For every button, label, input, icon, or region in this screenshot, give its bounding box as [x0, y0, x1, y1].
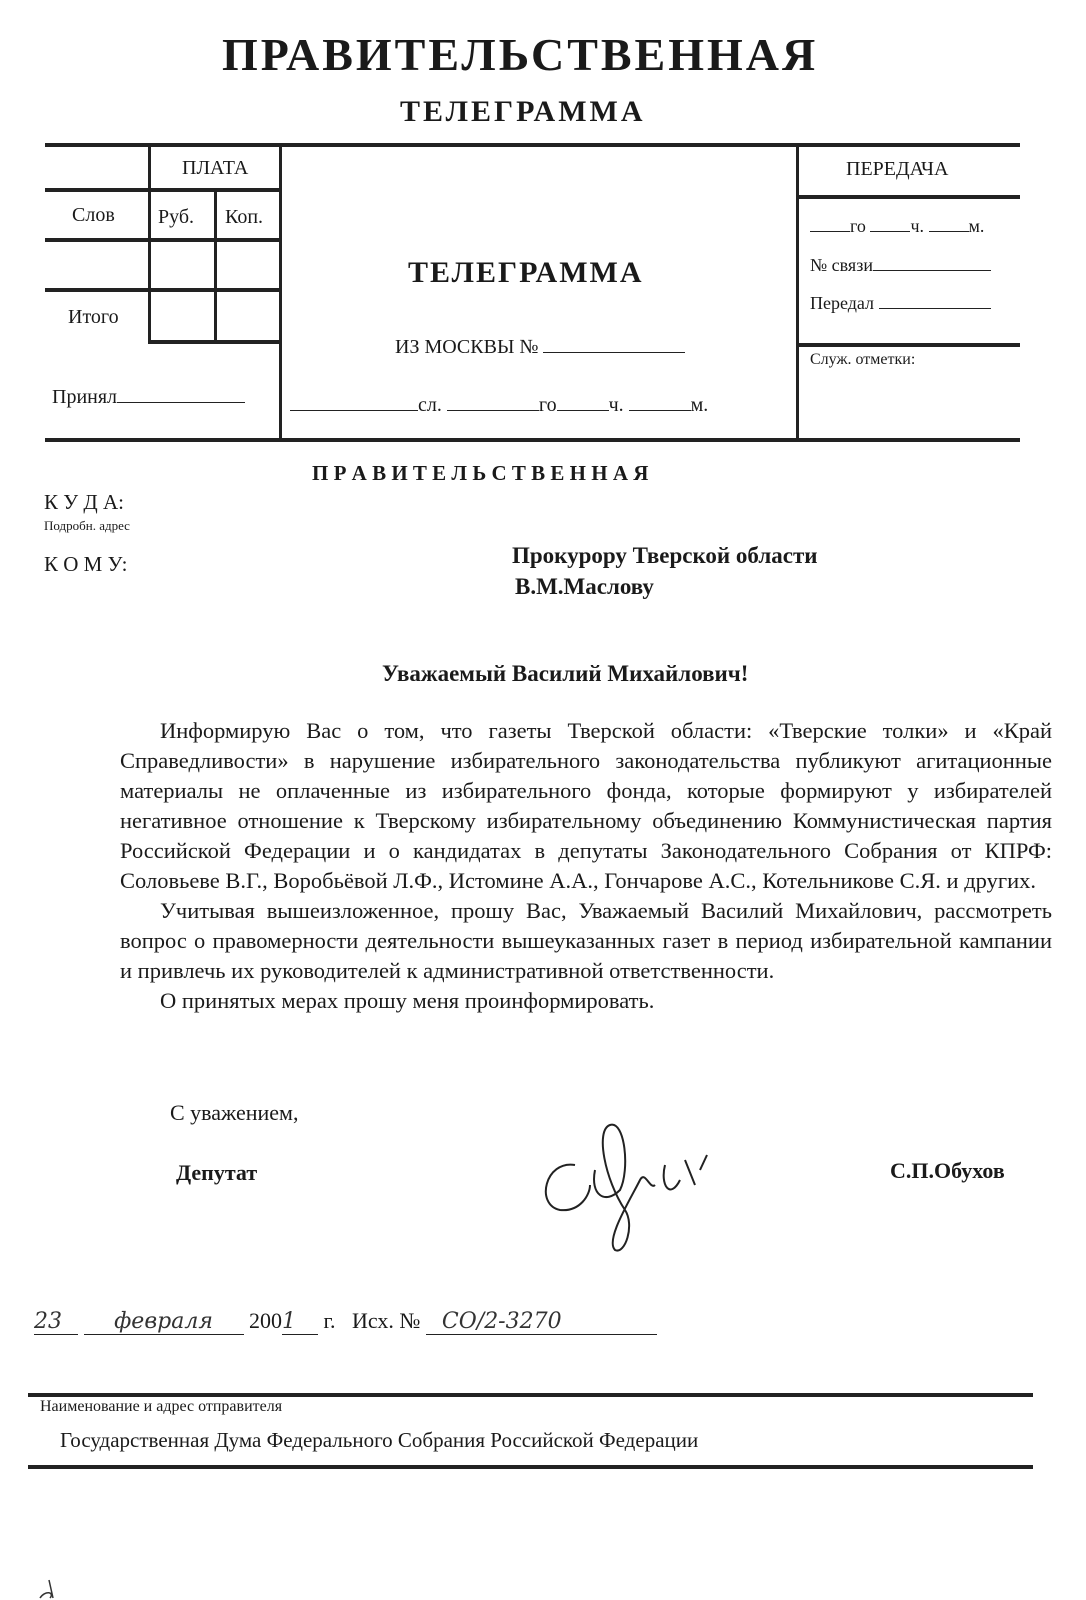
- blank-line: [629, 392, 691, 411]
- blank-line: [810, 213, 850, 232]
- go-label: го: [850, 216, 866, 236]
- kuda-label: К У Д А:: [44, 490, 124, 514]
- go-label: го: [538, 394, 557, 416]
- year-g-label: г.: [323, 1308, 336, 1333]
- sender-label: Наименование и адрес отправителя: [40, 1398, 283, 1415]
- ish-number: СО/2-3270: [426, 1309, 657, 1335]
- ch-label: ч.: [910, 216, 924, 236]
- m-label: м.: [968, 216, 985, 236]
- blank-line: [117, 384, 245, 403]
- itogo-label: Итого: [68, 306, 119, 328]
- signature-image: [535, 1110, 715, 1260]
- iz-moskvy-field: [395, 334, 685, 359]
- handwritten-mark: [35, 1570, 65, 1600]
- sender-name: Государственная Дума Федерального Собрания Российской Федерации: [60, 1428, 699, 1452]
- document-title: ПРАВИТЕЛЬСТВЕННАЯ: [222, 29, 819, 80]
- divider: [279, 143, 282, 441]
- plata-label: ПЛАТА: [182, 157, 249, 179]
- greeting: Уважаемый Василий Михайлович!: [382, 661, 749, 686]
- m-label: м.: [690, 394, 709, 416]
- divider: [796, 143, 799, 441]
- recipient-line2: В.М.Маслову: [515, 574, 654, 599]
- blank-line: [879, 290, 991, 309]
- letter-body: [120, 716, 1052, 1016]
- paragraph: О принятых мерах прошу меня проинформировать.: [160, 988, 655, 1013]
- blank-line: [929, 213, 969, 232]
- peredacha-time-field: [810, 213, 984, 237]
- kop-label: Коп.: [225, 206, 264, 228]
- podrob-label: Подробн. адрес: [44, 518, 130, 533]
- divider: [28, 1393, 1033, 1397]
- document-subtitle: ТЕЛЕГРАММА: [400, 95, 646, 128]
- paragraph: Учитывая вышеизложенное, прошу Вас, Уважаемый Василий Михайлович, рассмотреть вопрос о правомерности деятельности вышеуказанных газет в период избирательной кампании и привлечь их руководителей к административной ответственности.: [120, 898, 1052, 983]
- form-center-title: ТЕЛЕГРАММА: [408, 256, 644, 289]
- divider: [45, 238, 280, 242]
- sl-time-field: [290, 392, 708, 417]
- divider: [45, 143, 1020, 147]
- nsvyazi-label: № связи: [810, 255, 873, 275]
- blank-line: [557, 392, 609, 411]
- year-suffix: 1: [282, 1309, 318, 1335]
- blank-line: [870, 213, 910, 232]
- divider: [45, 438, 1020, 442]
- prinyal-label: Принял: [52, 386, 118, 408]
- peredal-label: Передал: [810, 293, 875, 313]
- divider: [148, 143, 151, 341]
- date-month: февраля: [84, 1309, 244, 1335]
- divider: [797, 343, 1020, 347]
- peredacha-label: ПЕРЕДАЧА: [846, 158, 949, 180]
- blank-line: [447, 392, 539, 411]
- signer-name: С.П.Обухов: [890, 1158, 1005, 1183]
- blank-line: [873, 252, 991, 271]
- ch-label: ч.: [608, 394, 624, 416]
- ish-label: Исх. №: [352, 1308, 421, 1333]
- closing: С уважением,: [170, 1100, 299, 1125]
- divider: [45, 188, 280, 192]
- sluzh-label: Служ. отметки:: [810, 351, 916, 368]
- divider: [797, 195, 1020, 199]
- divider: [28, 1465, 1033, 1469]
- nsvyazi-field: [810, 252, 991, 276]
- divider: [214, 188, 217, 341]
- band-label: П Р А В И Т Е Л Ь С Т В Е Н Н А Я: [312, 461, 649, 485]
- blank-line: [543, 334, 685, 353]
- divider: [45, 288, 280, 292]
- komu-label: К О М У:: [44, 552, 128, 576]
- iz-moskvy-label: ИЗ МОСКВЫ №: [395, 336, 539, 358]
- date-day: 23: [34, 1309, 78, 1335]
- recipient-line1: Прокурору Тверской области: [512, 543, 818, 568]
- sl-label: сл.: [418, 394, 442, 416]
- peredal-field: [810, 290, 991, 314]
- date-line: [34, 1308, 657, 1335]
- rub-label: Руб.: [158, 206, 195, 228]
- position: Депутат: [176, 1160, 258, 1185]
- prinyal-field: [52, 384, 245, 409]
- blank-line: [290, 392, 418, 411]
- slov-label: Слов: [72, 204, 115, 226]
- paragraph: Информирую Вас о том, что газеты Тверской области: «Тверские толки» и «Край Справедливости» в нарушение избирательного законодательства публикуют агитационные материалы не оплаченные из избирательного фонда, которые формируют у избирателей негативное отношение к Тверскому избирательному объединению Коммунистическая партия Российской Федерации и о кандидатах в депутаты Законодательного Собрания от КПРФ: Соловьеве В.Г., Воробьёвой Л.Ф., Истомине А.А., Гончарове А.С., Котельникове С.Я. и других.: [120, 718, 1052, 893]
- year-prefix: 200: [249, 1308, 282, 1333]
